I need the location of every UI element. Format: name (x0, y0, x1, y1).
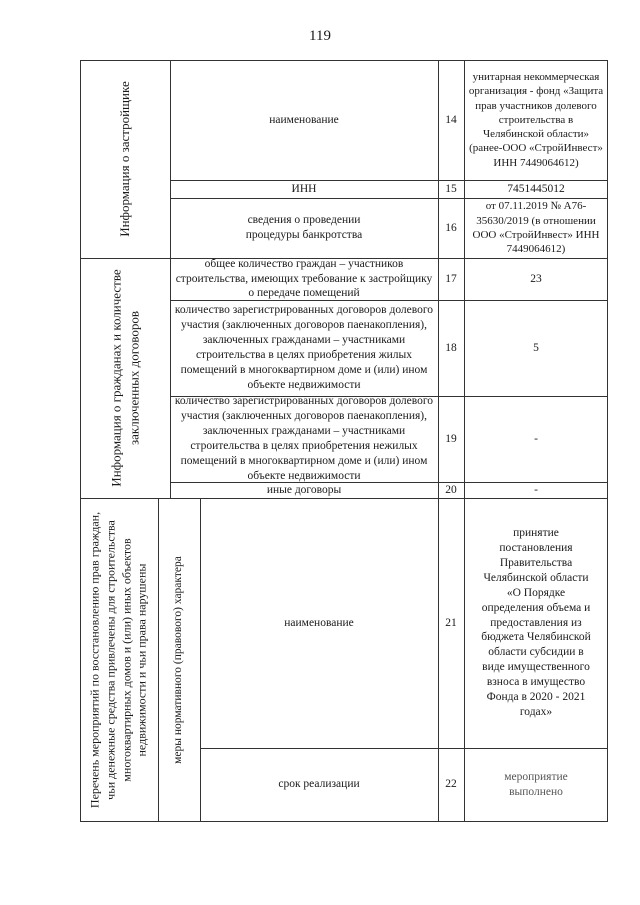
row-21-value: принятие постановления Правительства Челябинской области «О Порядке определения объема и предоставления из бюджета Челябинской области субсидии в виде имущественного взноса в имущество Фонда в 2020 - 2021 годах» (481, 526, 591, 719)
row-17-number: 17 (445, 272, 457, 285)
row-15-number: 15 (445, 182, 457, 195)
row-15-value: 7451445012 (507, 182, 565, 195)
row-16-value: от 07.11.2019 № А76-35630/2019 (в отношении ООО «СтройИнвест» ИНН 7449064612) (472, 200, 600, 256)
row-19-number: 19 (445, 432, 457, 445)
row-21-label: наименование (284, 616, 354, 629)
section-measures-list (80, 498, 158, 822)
row-14-value: унитарная некоммерческая организация - фонд «Защита прав участников долевого строительства в Челябинской области» (ранее-ООО «СтройИнвест» ИНН 7449064612) (468, 70, 604, 169)
section-normative-measures-text: меры нормативного (правового) характера (172, 556, 185, 764)
row-22-label: срок реализации (278, 778, 360, 791)
section-normative-measures (158, 498, 200, 822)
page-number: 119 (309, 28, 331, 44)
row-18-value: 5 (533, 341, 539, 354)
row-20-label: иные договоры (266, 483, 342, 496)
row-18-number: 18 (445, 341, 457, 354)
developer-info-table (80, 60, 608, 822)
row-19-label: количество зарегистрированных договоров долевого участия (заключенных договоров паенакопления), заключенных гражданами – участниками строительства в целях приобретения нежилых помещений в многоквартирном доме и (или) ином объекте недвижимости (174, 396, 434, 482)
section-citizens-info-text: Информация о гражданах и количестве заключенных договоров (108, 269, 141, 487)
row-22-value: мероприятие выполнено (504, 770, 568, 798)
row-14-label: наименование (269, 113, 339, 126)
row-17-value: 23 (530, 272, 542, 285)
row-14-number: 14 (445, 113, 457, 126)
row-15-label: ИНН (291, 182, 317, 195)
section-developer-info-text: Информация о застройщике (117, 81, 133, 237)
row-21-number: 21 (445, 616, 457, 629)
row-22-number: 22 (445, 778, 457, 791)
section-developer-info (80, 60, 170, 258)
row-18-label: количество зарегистрированных договоров долевого участия (заключенных договоров паенакопления), заключенных гражданами – участниками строительства в целях приобретения жилых помещений в многоквартирном доме и (или) ином объекте недвижимости (174, 304, 434, 391)
row-20-number: 20 (445, 483, 457, 496)
row-16-number: 16 (445, 221, 457, 234)
section-measures-list-text: Перечень мероприятий по восстановлению прав граждан, чьи денежные средства привлечены для строительства многоквартирных домов и (или) иных объектов недвижимости и чьи права нарушены (87, 511, 149, 809)
section-citizens-info (80, 258, 170, 498)
row-20-value: - (534, 483, 538, 496)
row-17-label: общее количество граждан – участников строительства, имеющих требование к застройщику о передаче помещений (175, 258, 433, 300)
row-16-label: сведения о проведении процедуры банкротства (245, 214, 363, 241)
row-19-value: - (534, 432, 538, 445)
